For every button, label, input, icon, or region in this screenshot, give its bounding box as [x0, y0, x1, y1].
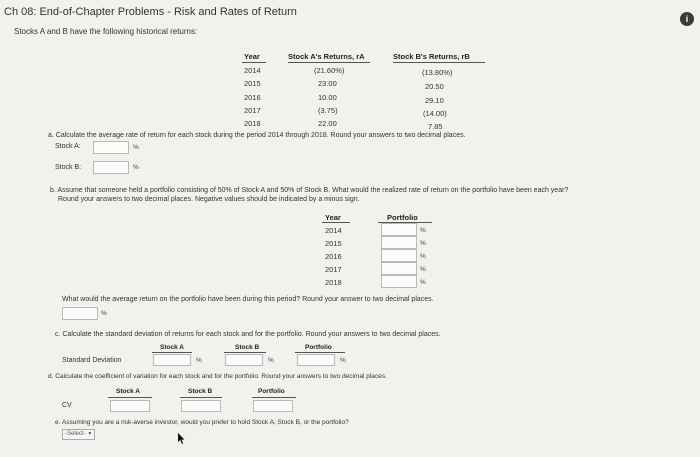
cv-stock-a-input[interactable]: [110, 400, 150, 412]
percent-sign: %: [420, 227, 426, 234]
question-d: d. Calculate the coefficient of variation for each stock and for the portfolio. Round your answers to two decimal places.: [48, 373, 387, 380]
percent-sign: %: [133, 144, 139, 151]
info-icon[interactable]: i: [680, 12, 694, 26]
col-year-header: Year: [244, 52, 260, 61]
rule: [288, 62, 370, 63]
table-cell: 23.00: [318, 79, 337, 88]
portfolio-2016-input[interactable]: [381, 249, 417, 262]
stock-a-average-input[interactable]: [93, 141, 129, 154]
page-title: Ch 08: End-of-Chapter Problems - Risk and Rates of Return: [4, 6, 297, 18]
percent-sign: %: [420, 266, 426, 273]
question-b: b. Assume that someone held a portfolio consisting of 50% of Stock A and 50% of Stock B. What would the realized rate of return on the portfolio have been each year?: [50, 187, 569, 194]
stock-b-label: Stock B:: [55, 164, 82, 171]
stock-a-label: Stock A:: [55, 143, 81, 150]
table-cell: 2017: [244, 106, 261, 115]
portfolio-2014-input[interactable]: [381, 223, 417, 236]
select-value: -Select-: [65, 431, 86, 437]
percent-sign: %: [340, 357, 346, 364]
table-cell: (21.60%): [314, 66, 345, 75]
percent-sign: %: [268, 357, 274, 364]
table-cell: 2014: [244, 66, 261, 75]
stock-b-average-input[interactable]: [93, 161, 129, 174]
col-stock-b-header: Stock B: [235, 344, 260, 351]
col-stock-b-header: Stock B: [188, 388, 213, 395]
col-portfolio-header: Portfolio: [258, 388, 285, 395]
rule: [393, 62, 485, 63]
rule: [224, 352, 266, 353]
year-cell: 2018: [325, 278, 342, 287]
percent-sign: %: [101, 310, 107, 317]
question-e: e. Assuming you are a risk-averse investor, would you prefer to hold Stock A, Stock B, or the portfolio?: [55, 419, 349, 426]
percent-sign: %: [133, 164, 139, 171]
chevron-down-icon: ▼: [87, 431, 93, 437]
year-cell: 2014: [325, 226, 342, 235]
std-dev-label: Standard Deviation: [62, 357, 122, 364]
std-dev-stock-a-input[interactable]: [153, 354, 191, 366]
percent-sign: %: [420, 279, 426, 286]
std-dev-stock-b-input[interactable]: [225, 354, 263, 366]
cv-stock-b-input[interactable]: [181, 400, 221, 412]
preference-select[interactable]: [62, 429, 95, 440]
table-cell: 20.50: [425, 82, 444, 91]
col-stock-a-header: Stock A's Returns, rA: [288, 52, 365, 61]
portfolio-average-input[interactable]: [62, 307, 98, 320]
table-cell: (3.75): [318, 106, 338, 115]
col-stock-a-header: Stock A: [160, 344, 184, 351]
table-cell: 22.00: [318, 119, 337, 128]
question-c: c. Calculate the standard deviation of returns for each stock and for the portfolio. Round your answers to two decimal places.: [55, 331, 441, 338]
question-b-note: Round your answers to two decimal places. Negative values should be indicated by a minus sign.: [58, 196, 360, 203]
col-portfolio-header: Portfolio: [305, 344, 332, 351]
rule: [322, 222, 350, 223]
col-stock-a-header: Stock A: [116, 388, 140, 395]
table-cell: (13.80%): [422, 68, 453, 77]
rule: [108, 397, 152, 398]
rule: [152, 352, 192, 353]
table-cell: 29.10: [425, 96, 444, 105]
year-cell: 2017: [325, 265, 342, 274]
question-a: a. Calculate the average rate of return for each stock during the period 2014 through 2018. Round your answers to two decimal places.: [48, 132, 466, 139]
percent-sign: %: [420, 253, 426, 260]
percent-sign: %: [420, 240, 426, 247]
portfolio-2018-input[interactable]: [381, 275, 417, 288]
col-stock-b-header: Stock B's Returns, rB: [393, 52, 470, 61]
table-cell: 7.85: [428, 122, 443, 131]
year-cell: 2015: [325, 239, 342, 248]
percent-sign: %: [196, 357, 202, 364]
cv-portfolio-input[interactable]: [253, 400, 293, 412]
portfolio-2017-input[interactable]: [381, 262, 417, 275]
cv-label: CV: [62, 402, 72, 409]
intro-text: Stocks A and B have the following historical returns:: [14, 27, 198, 36]
col-portfolio-header: Portfolio: [387, 213, 418, 222]
std-dev-portfolio-input[interactable]: [297, 354, 335, 366]
rule: [295, 352, 345, 353]
table-cell: 2015: [244, 79, 261, 88]
rule: [252, 397, 296, 398]
mouse-cursor-icon: [178, 431, 185, 449]
table-cell: 10.00: [318, 93, 337, 102]
portfolio-2015-input[interactable]: [381, 236, 417, 249]
rule: [242, 62, 266, 63]
table-cell: 2016: [244, 93, 261, 102]
table-cell: (14.00): [423, 109, 447, 118]
year-cell: 2016: [325, 252, 342, 261]
question-b-average: What would the average return on the portfolio have been during this period? Round your answer to two decimal places.: [62, 296, 434, 303]
rule: [180, 397, 222, 398]
table-cell: 2018: [244, 119, 261, 128]
col-year-header: Year: [325, 213, 341, 222]
